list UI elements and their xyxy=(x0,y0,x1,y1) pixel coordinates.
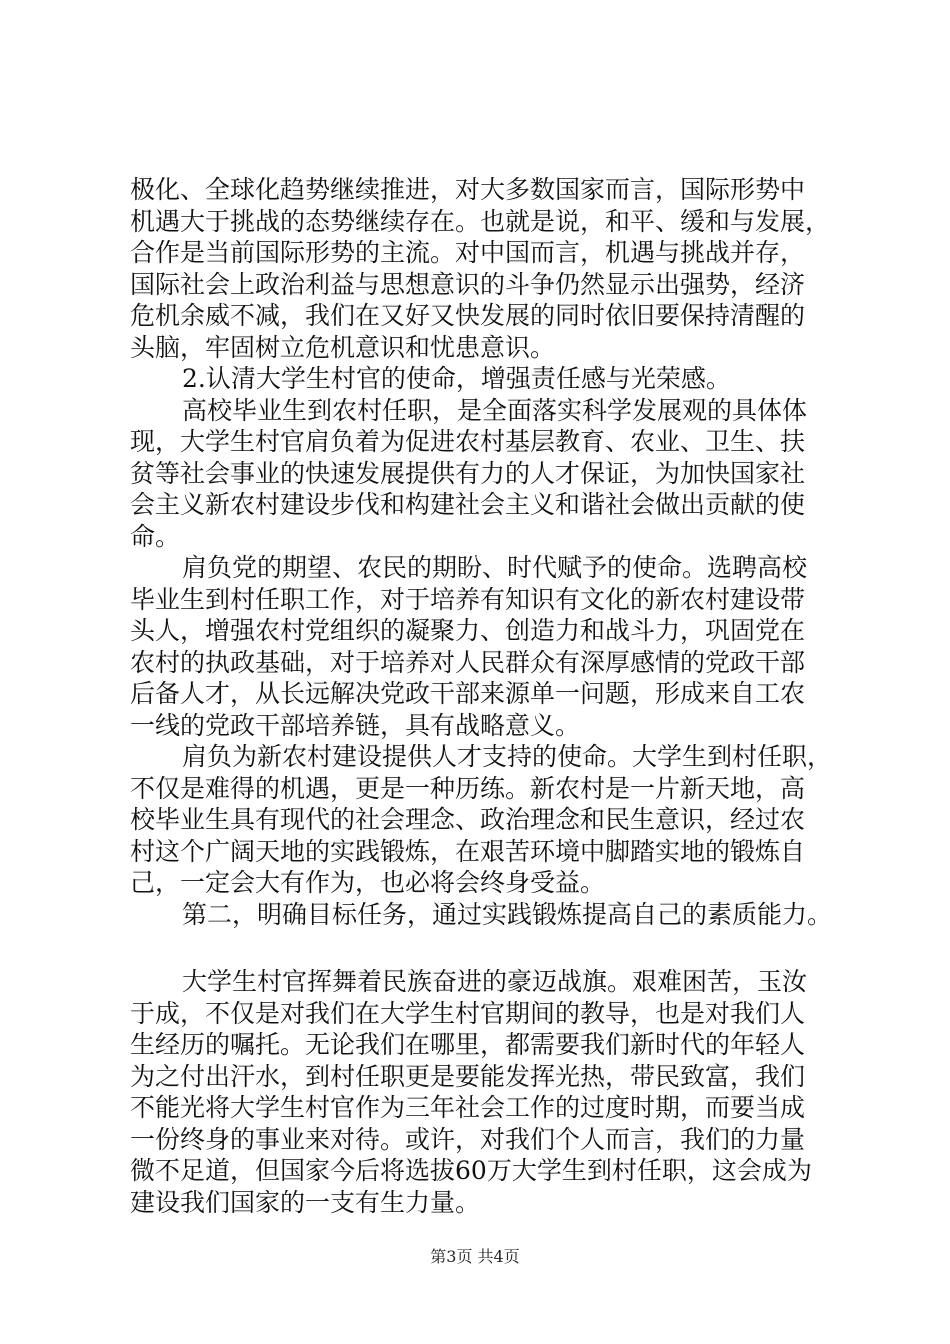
text-line: 不能光将大学生村官作为三年社会工作的过度时期，而要当成 xyxy=(130,1093,806,1122)
text-line: 会主义新农村建设步伐和构建社会主义和谐社会做出贡献的使 xyxy=(130,490,806,519)
paragraph-gap xyxy=(130,930,830,966)
text-line: 现，大学生村官肩负着为促进农村基层教育、农业、卫生、扶 xyxy=(130,427,806,456)
text-line: 极化、全球化趋势继续推进，对大多数国家而言，国际形势中 xyxy=(130,175,806,204)
text-line: 贫等社会事业的快速发展提供有力的人才保证，为加快国家社 xyxy=(130,458,806,488)
text-line: 不仅是难得的机遇，更是一种历练。新农村是一片新天地，高 xyxy=(130,773,806,803)
text-line: 机遇大于挑战的态势继续存在。也就是说，和平、缓和与发展， xyxy=(130,206,831,236)
text-line: 肩负为新农村建设提供人才支持的使命。大学生到村任职， xyxy=(182,742,833,771)
text-line: 后备人才，从长远解决党政干部来源单一问题，形成来自工农 xyxy=(130,679,806,708)
text-line: 生经历的嘱托。无论我们在哪里，都需要我们新时代的年轻人 xyxy=(130,1030,806,1059)
section-heading: 第二，明确目标任务，通过实践锻炼提高自己的素质能力。 xyxy=(182,899,833,929)
text-line: 村这个广阔天地的实践锻炼，在艰苦环境中脚踏实地的锻炼自 xyxy=(130,836,806,866)
text-line: 头人，增强农村党组织的凝聚力、创造力和战斗力，巩固党在 xyxy=(130,616,806,645)
document-body xyxy=(130,174,833,1218)
text-line: 校毕业生具有现代的社会理念、政治理念和民生意识，经过农 xyxy=(130,805,806,834)
text-line: 危机余威不减，我们在又好又快发展的同时依旧要保持清醒的 xyxy=(130,301,806,330)
text-line: 大学生村官挥舞着民族奋进的豪迈战旗。艰难困苦，玉汝 xyxy=(182,967,808,996)
text-line: 毕业生到村任职工作，对于培养有知识有文化的新农村建设带 xyxy=(130,584,806,614)
text-line: 农村的执政基础，对于培养对人民群众有深厚感情的党政干部 xyxy=(130,647,806,677)
text-line: 一线的党政干部培养链，具有战略意义。 xyxy=(130,710,581,740)
text-line: 合作是当前国际形势的主流。对中国而言，机遇与挑战并存， xyxy=(130,238,806,267)
text-line: 建设我们国家的一支有生力量。 xyxy=(130,1187,481,1217)
text-line: 头脑，牢固树立危机意识和忧患意识。 xyxy=(130,332,556,362)
text-line: 命。 xyxy=(130,521,181,551)
section-heading: 2.认清大学生村官的使命，增强责任感与光荣感。 xyxy=(182,364,731,393)
text-line: 一份终身的事业来对待。或许，对我们个人而言，我们的力量 xyxy=(130,1124,806,1154)
text-line: 国际社会上政治利益与思想意识的斗争仍然显示出强势，经济 xyxy=(130,269,806,299)
text-line: 微不足道，但国家今后将选拔60万大学生到村任职，这会成为 xyxy=(130,1156,812,1185)
text-line: 肩负党的期望、农民的期盼、时代赋予的使命。选聘高校 xyxy=(182,553,808,582)
text-line: 于成，不仅是对我们在大学生村官期间的教导，也是对我们人 xyxy=(130,998,806,1028)
page-number: 第3页 共4页 xyxy=(430,1247,520,1266)
text-line: 为之付出汗水，到村任职更是要能发挥光热，带民致富，我们 xyxy=(130,1061,806,1091)
text-line: 高校毕业生到农村任职，是全面落实科学发展观的具体体 xyxy=(182,395,808,425)
text-line: 己，一定会大有作为，也必将会终身受益。 xyxy=(130,868,606,897)
